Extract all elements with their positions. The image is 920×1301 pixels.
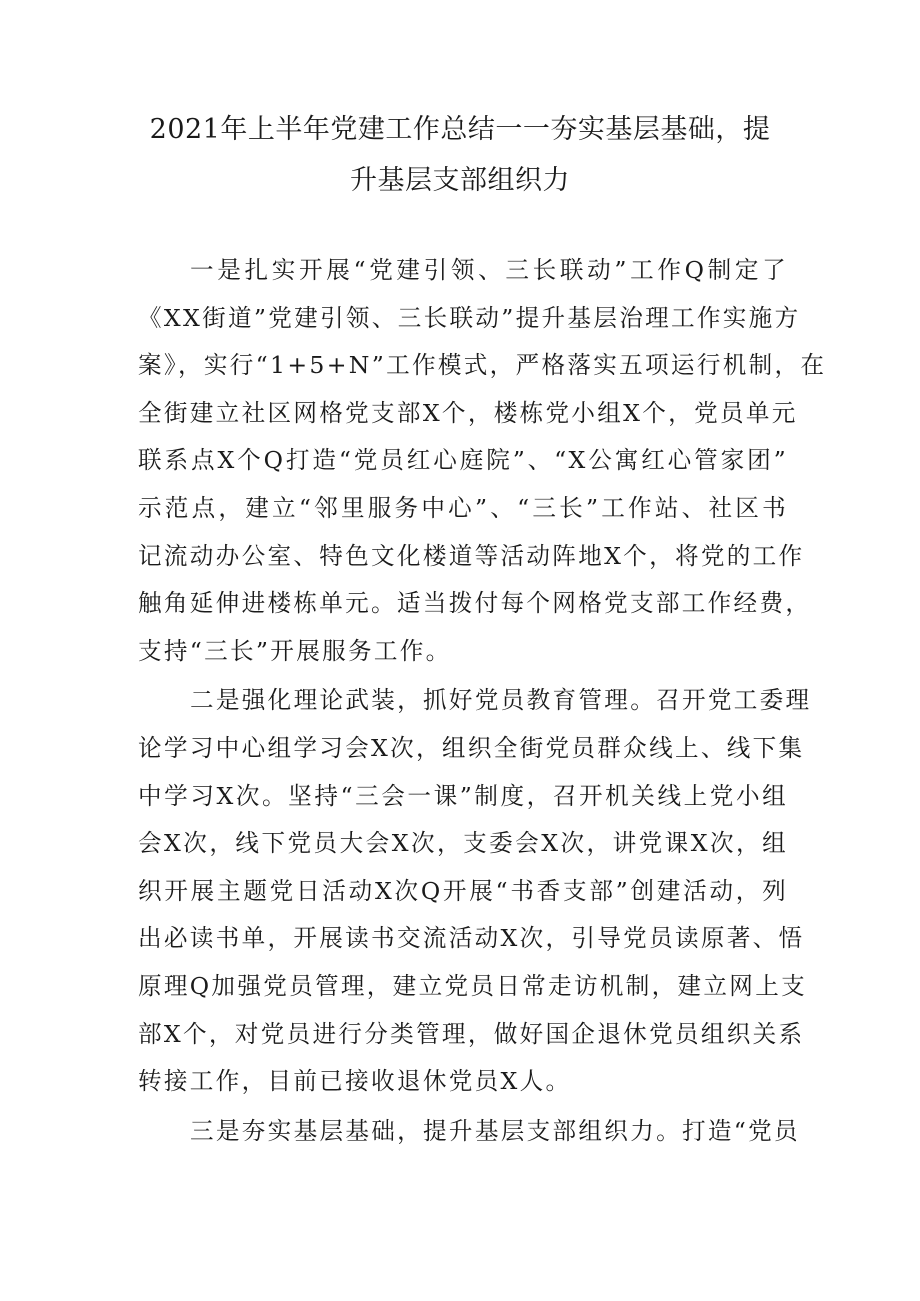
text-line: 织开展主题党日活动X次Q开展“书香支部”创建活动，列 [138,876,788,905]
text-line: 出必读书单，开展读书交流活动X次，引导党员读原著、悟 [138,924,805,953]
text-line: 全街建立社区网格党支部X个，楼栋党小组X个，党员单元 [138,398,798,427]
paragraph-1 [138,247,827,675]
paragraph-3 [138,1108,800,1156]
text-line: 《XX街道”党建引领、三长联动”提升基层治理工作实施方 [138,303,801,332]
text-line: 原理Q加强党员管理，建立党员日常走访机制，建立网上支 [138,971,807,1000]
text-line: 示范点，建立“邻里服务中心”、“三长”工作站、社区书 [138,493,788,522]
text-line: 转接工作，目前已接收退休党员X人。 [138,1067,572,1096]
document-body [138,247,827,1157]
text-line: 记流动办公室、特色文化楼道等活动阵地X个，将党的工作 [138,541,805,570]
text-line: 部X个，对党员进行分类管理，做好国企退休党员组织关系 [138,1019,805,1048]
text-line: 触角延伸进楼栋单元。适当拨付每个网格党支部工作经费， [138,589,812,618]
text-line: 三是夯实基层基础，提升基层支部组织力。打造“党员 [190,1116,800,1145]
text-line: 支持“三长”开展服务工作。 [138,636,452,665]
paragraph-2 [138,677,812,1105]
title-line-2: 升基层支部组织力 [350,165,570,196]
text-line: 案》，实行“1+5+N”工作模式，严格落实五项运行机制，在 [138,351,827,380]
title-line-1: 2021年上半年党建工作总结一一夯实基层基础，提 [149,114,771,145]
text-line: 论学习中心组学习会X次，组织全街党员群众线上、线下集 [138,733,805,762]
text-line: 会X次，线下党员大会X次，支委会X次，讲党课X次，组 [138,829,788,858]
text-line: 中学习X次。坚持“三会一课”制度，召开机关线上党小组 [138,781,788,810]
text-line: 二是强化理论武装，抓好党员教育管理。召开党工委理 [190,686,812,715]
text-line: 联系点X个Q打造“党员红心庭院”、“X公寓红心管家团” [138,446,788,475]
document-title [120,104,800,206]
text-line: 一是扎实开展“党建引领、三长联动”工作Q制定了 [190,256,788,284]
